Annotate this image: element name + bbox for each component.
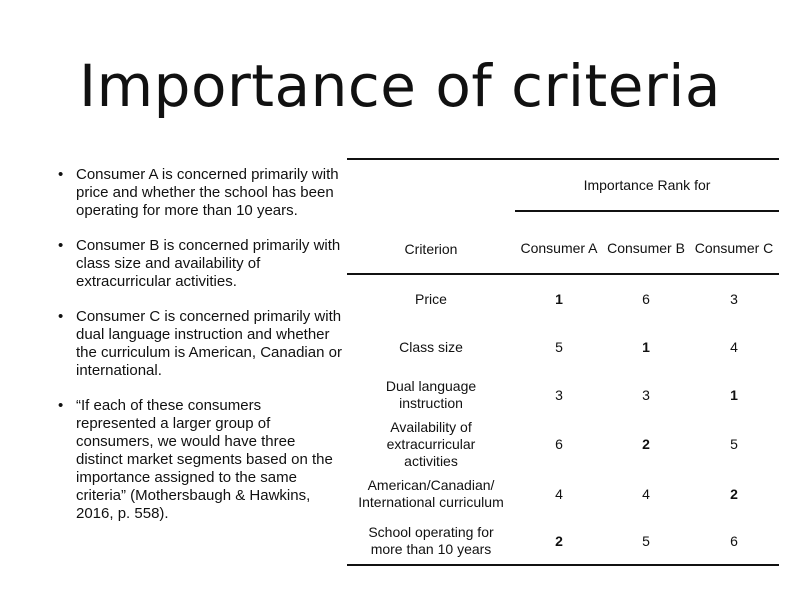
rank-cell: 2 — [515, 518, 603, 565]
bullet-dot-icon: • — [58, 237, 64, 254]
table-row — [347, 518, 779, 565]
rank-cell: 4 — [730, 338, 738, 355]
rank-cell: 6 — [642, 290, 650, 307]
importance-rank-header: Importance Rank for — [515, 159, 779, 211]
rank-cell: 3 — [555, 386, 563, 403]
column-header-consumer-c: Consumer C — [694, 239, 774, 256]
criterion-cell: Availability of extracurricular activities — [386, 419, 476, 469]
bullet-item — [58, 308, 342, 380]
rank-cell: 5 — [603, 518, 689, 565]
criterion-header: Criterion — [404, 241, 458, 257]
rank-cell: 3 — [642, 386, 650, 403]
slide-title: Importance of criteria — [79, 52, 721, 120]
criterion-cell: American/Canadian/ International curriculum — [358, 477, 504, 510]
table-row — [347, 419, 779, 470]
table-column-header-row — [347, 211, 779, 274]
bullet-text: Consumer C is concerned primarily with dual language instruction and whether the curriculum is American, Canadian or international. — [76, 308, 342, 379]
table-header-spacer — [347, 159, 515, 211]
bullet-dot-icon: • — [58, 397, 64, 414]
bullet-item — [58, 166, 342, 220]
rank-cell: 1 — [642, 338, 650, 355]
bullet-list — [58, 166, 342, 540]
table-row — [347, 371, 779, 419]
bullet-text: “If each of these consumers represented a larger group of consumers, we would have three distinct market segments based on the importance assigned to the same criteria” (Mothersbaugh & Hawkins, 2016, p. 558). — [76, 397, 333, 522]
rank-cell: 1 — [730, 386, 738, 403]
importance-table-container — [347, 158, 779, 566]
bullet-text: Consumer B is concerned primarily with class size and availability of extracurricular activities. — [76, 237, 341, 290]
rank-cell: 3 — [730, 290, 738, 307]
rank-cell: 6 — [689, 518, 779, 565]
rank-cell: 2 — [642, 436, 650, 452]
criterion-cell: Dual language instruction — [385, 378, 477, 411]
bullet-dot-icon: • — [58, 308, 64, 325]
rank-cell: 5 — [555, 338, 563, 355]
column-header-consumer-b: Consumer B — [607, 239, 685, 256]
bullet-dot-icon: • — [58, 166, 64, 183]
rank-cell: 2 — [730, 485, 738, 502]
rank-cell: 1 — [555, 290, 563, 307]
criterion-cell: Class size — [399, 338, 463, 355]
rank-cell: 4 — [555, 485, 563, 502]
bullet-item — [58, 237, 342, 291]
bullet-item — [58, 397, 342, 523]
rank-cell: 6 — [555, 436, 563, 452]
criterion-cell: School operating for more than 10 years — [347, 518, 515, 565]
table-group-header-row — [347, 159, 779, 211]
importance-table — [347, 158, 779, 566]
rank-cell: 4 — [642, 485, 650, 502]
criterion-cell: Price — [415, 290, 447, 307]
bullet-text: Consumer A is concerned primarily with price and whether the school has been operating for more than 10 years. — [76, 166, 339, 219]
rank-cell: 5 — [730, 436, 738, 452]
table-row — [347, 323, 779, 371]
column-header-consumer-a: Consumer A — [520, 239, 598, 256]
table-row — [347, 470, 779, 518]
table-row — [347, 274, 779, 323]
